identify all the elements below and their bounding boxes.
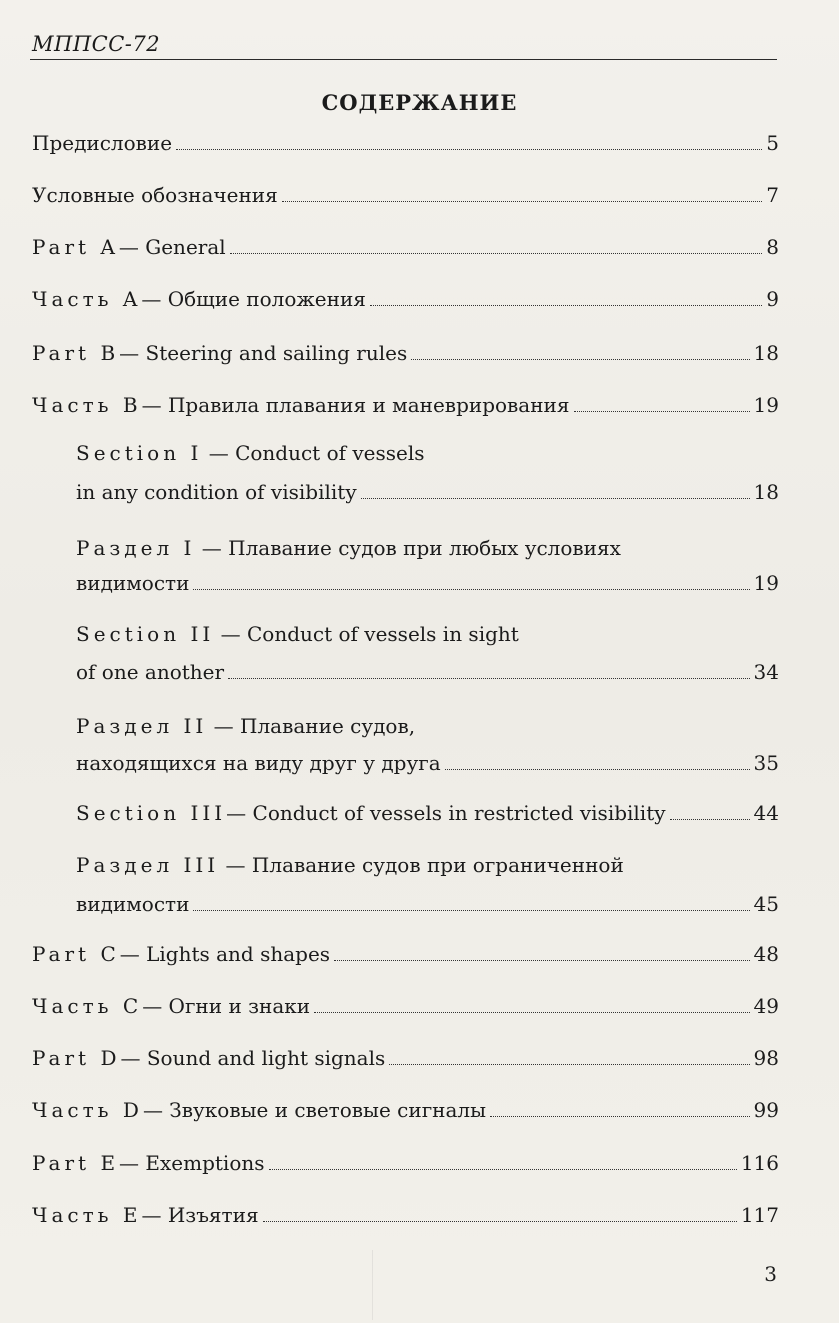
toc-leader [263,1221,737,1222]
toc-entry [32,1046,779,1070]
toc-entry-prefix: Part A [32,235,119,259]
toc-entry-text: — Lights and shapes [119,942,331,966]
toc-entry-text: видимости [76,892,190,916]
page-title: СОДЕРЖАНИЕ [321,90,518,115]
toc-entry [32,131,779,155]
toc-entry-first-line [76,536,621,560]
toc-entry [76,892,779,916]
toc-leader [411,359,749,360]
toc-entry [32,942,779,966]
toc-entry [32,1151,779,1175]
toc-page-number: 99 [753,1098,779,1122]
toc-entry-prefix: Part B [32,341,120,365]
toc-entry-text: Предисловие [32,131,173,155]
toc-entry-prefix: Section II [76,622,215,646]
toc-leader [389,1064,749,1065]
toc-entry-text: Условные обозначения [32,183,278,207]
toc-entry-text: — Общие положения [141,287,366,311]
toc-leader [230,253,763,254]
toc-entry [32,341,779,365]
toc-entry-prefix: Part C [32,942,120,966]
toc-entry-prefix: Section III [76,801,227,825]
toc-entry-first-line [76,714,415,738]
toc-entry-prefix: Часть C [32,994,143,1018]
toc-entry [76,571,779,595]
toc-entry-prefix: Раздел II [76,714,208,738]
toc-entry-prefix: Часть D [32,1098,143,1122]
toc-page-number: 35 [753,751,779,775]
toc-leader [193,910,749,911]
toc-entry-text: — Exemptions [119,1151,265,1175]
toc-entry-text: — Изъятия [141,1203,259,1227]
toc-entry [76,801,779,825]
toc-leader [314,1012,749,1013]
toc-entry-text: — General [118,235,226,259]
binding-shadow [372,1250,373,1320]
toc-page-number: 18 [753,341,779,365]
toc-leader [445,769,750,770]
toc-page-number: 19 [753,571,779,595]
toc-leader [269,1169,737,1170]
toc-entry-prefix: Section I [76,441,203,465]
toc-entry-line1: — Плавание судов при любых условиях [195,536,621,560]
toc-entry-prefix: Раздел III [76,853,220,877]
toc-page-number: 117 [740,1203,779,1227]
toc-leader [228,678,749,679]
toc-entry-prefix: Part E [32,1151,120,1175]
toc-page-number: 49 [753,994,779,1018]
toc-entry-prefix: Часть B [32,393,142,417]
toc-entry-prefix: Часть A [32,287,142,311]
toc-entry-line1: — Conduct of vessels [202,441,425,465]
toc-entry-first-line [76,441,425,465]
toc-page-number: 34 [753,660,779,684]
toc-page-number: 116 [740,1151,779,1175]
toc-entry [32,183,779,207]
toc-entry-first-line [76,622,519,646]
toc-page-number: 8 [766,235,779,259]
toc-entry [76,480,779,504]
toc-page-number: 19 [753,393,779,417]
toc-leader [361,498,750,499]
running-head: МППСС-72 [32,32,161,56]
toc-entry [32,994,779,1018]
toc-page-number: 7 [766,183,779,207]
toc-entry-line1: — Плавание судов, [207,714,416,738]
toc-entry-text: — Звуковые и световые сигналы [142,1098,487,1122]
toc-entry [76,751,779,775]
toc-page-number: 45 [753,892,779,916]
toc-leader [370,305,762,306]
toc-page-number: 18 [753,480,779,504]
toc-entry [32,393,779,417]
toc-entry-text: — Conduct of vessels in restricted visibility [226,801,666,825]
toc-entry-text: находящихся на виду друг у друга [76,751,441,775]
toc-entry-text: — Sound and light signals [120,1046,386,1070]
toc-entry-text: — Правила плавания и маневрирования [141,393,570,417]
toc-page-number: 5 [766,131,779,155]
toc-leader [574,411,750,412]
toc-entry-prefix: Часть E [32,1203,142,1227]
toc-entry [76,660,779,684]
toc-page-number: 9 [766,287,779,311]
toc-leader [490,1116,750,1117]
toc-page-number: 44 [753,801,779,825]
toc-entry-prefix: Part D [32,1046,121,1070]
toc-entry-text: of one another [76,660,225,684]
toc-entry-line1: — Conduct of vessels in sight [214,622,519,646]
toc-page-number: 48 [753,942,779,966]
toc-entry-text: — Steering and sailing rules [119,341,408,365]
toc-leader [670,819,750,820]
toc-leader [282,201,763,202]
toc-entry-text: in any condition of visibility [76,480,357,504]
toc-entry-prefix: Раздел I [76,536,196,560]
toc-entry [32,235,779,259]
toc-entry-text: видимости [76,571,190,595]
toc-leader [176,149,762,150]
toc-entry-first-line [76,853,624,877]
toc-leader [193,589,749,590]
toc-page-number: 98 [753,1046,779,1070]
toc-entry-text: — Огни и знаки [142,994,311,1018]
toc-entry [32,287,779,311]
page-number: 3 [764,1262,777,1286]
header-rule [30,59,777,60]
toc-leader [334,960,749,961]
toc-entry [32,1203,779,1227]
toc-entry-line1: — Плавание судов при ограниченной [219,853,624,877]
toc-entry [32,1098,779,1122]
